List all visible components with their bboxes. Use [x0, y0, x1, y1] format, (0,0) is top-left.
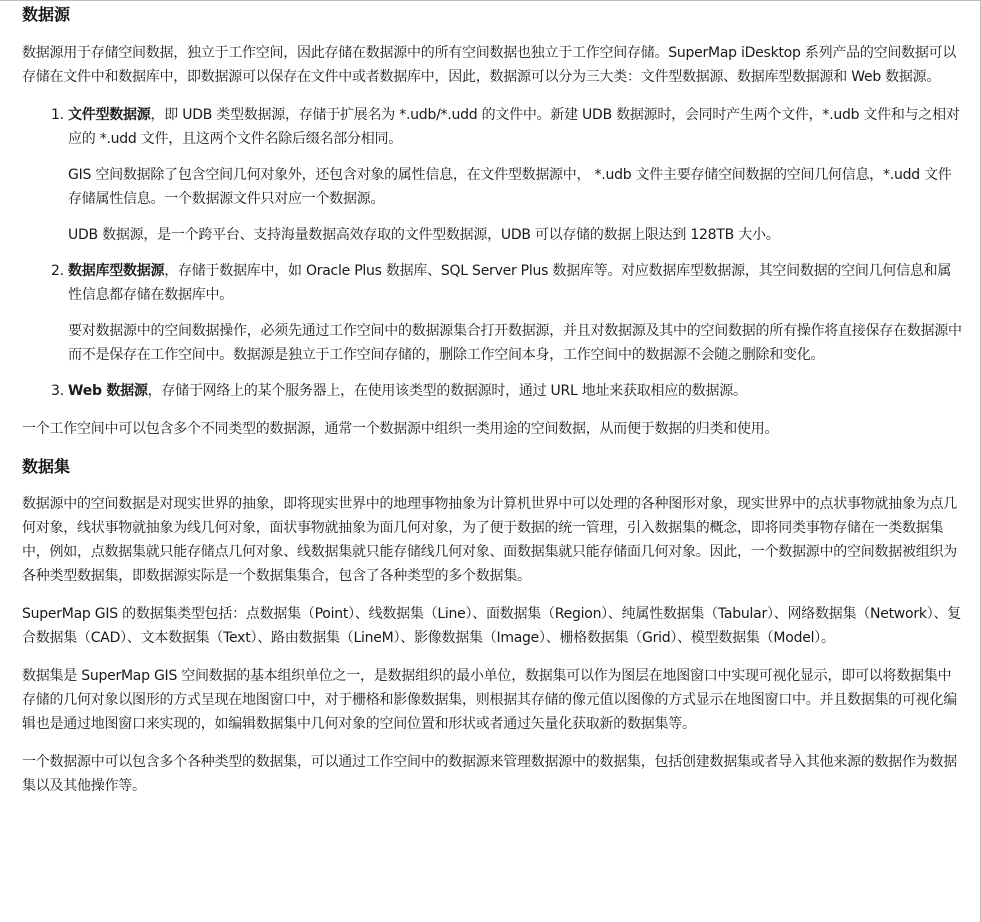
section-title-dataset: 数据集 [22, 457, 71, 476]
term-web-datasource: Web 数据源 [68, 383, 148, 399]
datasource-type-list [22, 103, 962, 403]
dataset-paragraph-3: 数据集是 SuperMap GIS 空间数据的基本组织单位之一，是数据组织的最小单位，数据集可以作为图层在地图窗口中实现可视化显示，即可以将数据集中存储的几何对象以图形的方式呈现在地图窗口中，对于栅格和影像数据集，则根据其存储的像元值以图像的方式显示在地图窗口中。并且数据集的可视化编辑也是通过地图窗口来实现的，如编辑数据集中几何对象的空间位置和形状或者通过矢量化获取新的数据集等。 [22, 668, 957, 732]
list-item-database-datasource [68, 259, 962, 367]
section-title-datasource: 数据源 [22, 5, 71, 24]
dataset-paragraph-4: 一个数据源中可以包含多个各种类型的数据集，可以通过工作空间中的数据源来管理数据源中的数据集，包括创建数据集或者导入其他来源的数据作为数据集以及其他操作等。 [22, 754, 957, 794]
file-datasource-paragraph-2: UDB 数据源，是一个跨平台、支持海量数据高效存取的文件型数据源，UDB 可以存储的数据上限达到 128TB 大小。 [68, 227, 780, 243]
term-database-datasource: 数据库型数据源 [68, 263, 165, 279]
file-datasource-description: ，即 UDB 类型数据源，存储于扩展名为 *.udb/*.udd 的文件中。新建 UDB 数据源时，会同时产生两个文件，*.udb 文件和与之相对应的 *.udd 文件，且这两个文件名除后缀名部分相同。 [68, 107, 960, 147]
datasource-outro-paragraph: 一个工作空间中可以包含多个不同类型的数据源，通常一个数据源中组织一类用途的空间数据，从而便于数据的归类和使用。 [22, 421, 779, 437]
file-datasource-paragraph-1: GIS 空间数据除了包含空间几何对象外，还包含对象的属性信息，在文件型数据源中， *.udb 文件主要存储空间数据的空间几何信息，*.udd 文件存储属性信息。一个数据源文件只对应一个数据源。 [68, 167, 952, 207]
list-item-file-datasource [68, 103, 962, 247]
term-file-datasource: 文件型数据源 [68, 107, 151, 123]
web-datasource-description: ，存储于网络上的某个服务器上，在使用该类型的数据源时，通过 URL 地址来获取相应的数据源。 [147, 383, 747, 399]
dataset-paragraph-2: SuperMap GIS 的数据集类型包括：点数据集（Point）、线数据集（Line）、面数据集（Region）、纯属性数据集（Tabular）、网络数据集（Network）、复合数据集（CAD）、文本数据集（Text）、路由数据集（LineM）、影像数据集（Image）、栅格数据集（Grid）、模型数据集（Model）。 [22, 606, 961, 646]
database-datasource-paragraph-1: 要对数据源中的空间数据操作，必须先通过工作空间中的数据源集合打开数据源，并且对数据源及其中的空间数据的所有操作将直接保存在数据源中而不是保存在工作空间中。数据源是独立于工作空间存储的，删除工作空间本身，工作空间中的数据源不会随之删除和变化。 [68, 323, 962, 363]
database-datasource-description: ，存储于数据库中，如 Oracle Plus 数据库、SQL Server Plus 数据库等。对应数据库型数据源，其空间数据的空间几何信息和属性信息都存储在数据库中。 [68, 263, 952, 303]
datasource-intro-paragraph: 数据源用于存储空间数据，独立于工作空间，因此存储在数据源中的所有空间数据也独立于工作空间存储。SuperMap iDesktop 系列产品的空间数据可以存储在文件中和数据库中，即数据源可以保存在文件中或者数据库中，因此，数据源可以分为三大类：文件型数据源、数据库型数据源和 Web 数据源。 [22, 45, 957, 85]
dataset-paragraph-1: 数据源中的空间数据是对现实世界的抽象，即将现实世界中的地理事物抽象为计算机世界中可以处理的各种图形对象，现实世界中的点状事物就抽象为点几何对象，线状事物就抽象为线几何对象，面状事物就抽象为面几何对象，为了便于数据的统一管理，引入数据集的概念，即将同类事物存储在一类数据集中，例如，点数据集就只能存储点几何对象、线数据集就只能存储线几何对象、面数据集就只能存储面几何对象。因此，一个数据源中的空间数据被组织为各种类型数据集，即数据源实际是一个数据集集合，包含了各种类型的多个数据集。 [22, 496, 957, 584]
list-item-web-datasource [68, 379, 962, 403]
